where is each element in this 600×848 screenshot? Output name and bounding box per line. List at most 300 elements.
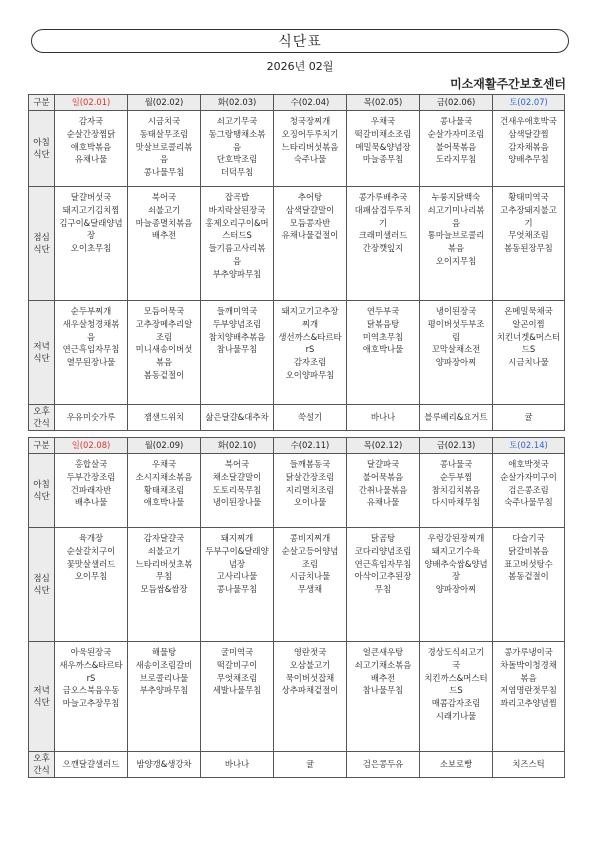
lunch-menu-cell: [55, 187, 128, 301]
day-header: 금(02.13): [420, 438, 493, 454]
header-row: [29, 95, 565, 111]
menu-line: 온메밀묵채국: [504, 306, 553, 316]
center-name: 미소재활주간보호센터: [450, 77, 566, 91]
menu-line: 알곤이찜: [512, 318, 545, 329]
menu-line: 북어국: [151, 192, 177, 202]
menu-line: 으깬달걀샐러드: [62, 759, 120, 770]
menu-line: 저녁: [33, 685, 50, 696]
menu-line: 표고버섯탕수: [504, 558, 553, 569]
menu-line: 다시마채무침: [431, 497, 481, 508]
menu-line: 대패삼겹두루치: [354, 204, 412, 215]
snack-row: [29, 752, 565, 778]
menu-line: 오후: [33, 406, 50, 417]
menu-line: 소시지채소볶음: [135, 471, 193, 482]
menu-line: 도토리묵무침: [212, 484, 262, 495]
lunch-menu-cell: [347, 528, 420, 642]
menu-line: 두부양념조림: [212, 318, 262, 329]
menu-line: 불어묵볶음: [435, 141, 477, 152]
snack-menu-cell: [201, 752, 274, 778]
menu-line: 저녁: [33, 341, 50, 352]
menu-line: 돼지찌개: [220, 533, 254, 543]
menu-line: 마늘종멸치볶음: [135, 217, 193, 228]
menu-line: 달걀버섯국: [70, 192, 112, 202]
menu-line: 순살갈치구이: [66, 545, 116, 556]
menu-line: 잼샌드위치: [143, 412, 185, 423]
menu-line: 오이나물: [293, 497, 327, 508]
menu-line: 콩나물국: [439, 116, 473, 126]
menu-line: 순살고등어양념: [281, 545, 339, 556]
day-header: 수(02.04): [274, 95, 347, 111]
menu-line: 무생채: [297, 584, 323, 595]
menu-line: 홍제오리구이&머: [205, 217, 269, 228]
menu-table-week-2: [28, 437, 565, 778]
menu-line: 감자국: [78, 116, 104, 126]
day-header: 토(02.14): [493, 438, 565, 454]
column-header-category: 구분: [29, 438, 55, 454]
day-header: 목(02.05): [347, 95, 420, 111]
menu-line: 간식: [33, 418, 50, 429]
menu-line: 부추양파무침: [139, 685, 189, 696]
menu-line: 새우까스&타르타: [59, 659, 123, 670]
menu-line: 치즈스틱: [512, 759, 545, 770]
dinner-menu-cell: [201, 301, 274, 405]
menu-line: 유채나물겉절이: [281, 230, 339, 241]
year-month: 2026년 02월: [266, 60, 334, 73]
snack-menu-cell: [420, 405, 493, 431]
menu-line: 오후: [33, 753, 50, 764]
snack-menu-cell: [347, 752, 420, 778]
menu-line: 검은콩두유: [362, 759, 404, 770]
menu-line: 식단: [33, 149, 50, 160]
menu-line: 오이양파무침: [285, 369, 335, 380]
menu-line: 연두부국: [366, 306, 400, 316]
menu-line: 식단: [33, 244, 50, 255]
menu-line: 오삼불고기: [289, 659, 331, 670]
menu-line: 우채국: [370, 116, 396, 126]
menu-line: 쇠불고기: [147, 204, 181, 215]
menu-line: 쇠불고기: [147, 545, 181, 556]
menu-line: 바나나: [370, 412, 396, 423]
menu-line: 냉이된장나물: [212, 497, 262, 508]
menu-line: 순두부찌개: [70, 306, 112, 316]
menu-line: 식단: [33, 585, 50, 596]
menu-line: 두부구이&달래양: [205, 545, 269, 556]
menu-line: 소보로빵: [439, 759, 473, 770]
snack-menu-cell: [128, 405, 201, 431]
menu-line: 더덕무침: [220, 167, 254, 178]
menu-line: 양배추숙쌈&양념: [424, 558, 488, 569]
menu-line: 경상도식쇠고기: [427, 647, 485, 657]
lunch-menu-cell: [55, 528, 128, 642]
menu-line: 쇠고기채소볶음: [354, 659, 412, 670]
breakfast-menu-cell: [128, 454, 201, 528]
snack-menu-cell: [55, 405, 128, 431]
menu-line: 애호박나물: [362, 344, 404, 355]
menu-line: rS: [86, 672, 96, 683]
menu-line: 기: [524, 217, 533, 228]
menu-line: 감자달걀국: [143, 533, 185, 543]
menu-line: 장: [86, 230, 96, 241]
menu-line: 동태살무조림: [139, 128, 189, 139]
day-header: 토(02.07): [493, 95, 565, 111]
lunch-label: [29, 528, 55, 642]
menu-line: 채소달걀말이: [212, 471, 262, 482]
lunch-menu-cell: [201, 187, 274, 301]
menu-line: 귤: [524, 412, 533, 423]
menu-line: 쇠고기미나리볶: [427, 204, 485, 215]
menu-line: 간장깻잎지: [362, 243, 404, 254]
menu-line: 두부간장조림: [66, 471, 116, 482]
menu-line: 닭볶음탕: [366, 318, 400, 329]
day-header: 일(02.01): [55, 95, 128, 111]
menu-line: 드S: [449, 685, 463, 696]
menu-line: 유채나물: [366, 497, 400, 508]
menu-line: 북어국: [224, 459, 250, 469]
title-banner: [31, 29, 569, 53]
menu-line: 메밀묵&양념장: [355, 141, 411, 152]
menu-line: 아욱된장국: [70, 647, 112, 657]
menu-line: 불어묵볶음: [362, 471, 404, 482]
menu-line: 치킨너겟&머스터: [496, 331, 561, 342]
page-title: 식단표: [278, 34, 322, 50]
snack-label: [29, 405, 55, 431]
dinner-row: [29, 301, 565, 405]
menu-line: 봄동겉절이: [508, 571, 549, 582]
menu-table-week-1: [28, 94, 565, 431]
menu-line: 묵이버섯잡채: [285, 672, 335, 683]
menu-line: 참나물무침: [362, 685, 404, 696]
snack-menu-cell: [274, 752, 347, 778]
menu-line: 순살가자미구이: [500, 471, 557, 482]
menu-line: 크래미샐러드: [358, 230, 408, 241]
menu-line: 바지락살된장국: [208, 204, 266, 215]
menu-line: 맛살브로콜리볶: [135, 141, 193, 152]
menu-line: 콩비지찌개: [289, 533, 331, 543]
menu-line: 들깨미역국: [216, 306, 258, 316]
menu-line: 고추장돼지불고: [500, 204, 557, 215]
menu-line: 블루베리&요거트: [424, 412, 488, 423]
menu-line: 부추양파무침: [212, 268, 262, 279]
menu-line: 양파장아찌: [435, 584, 477, 595]
menu-line: 연근흑임자무침: [354, 558, 412, 569]
lunch-menu-cell: [274, 528, 347, 642]
menu-line: 장: [451, 571, 461, 582]
snack-menu-cell: [420, 752, 493, 778]
menu-line: 음: [232, 141, 242, 152]
day-header: 화(02.10): [201, 438, 274, 454]
menu-line: 다슬기국: [512, 533, 545, 543]
dinner-menu-cell: [201, 642, 274, 752]
menu-line: 시금치국: [147, 116, 181, 126]
day-header: 수(02.11): [274, 438, 347, 454]
breakfast-menu-cell: [274, 111, 347, 187]
menu-line: 아침: [33, 479, 50, 490]
header-row: [29, 438, 565, 454]
menu-line: 감자조림: [293, 357, 327, 368]
menu-line: 숙주나물: [293, 154, 327, 165]
day-header: 일(02.08): [55, 438, 128, 454]
dinner-menu-cell: [128, 642, 201, 752]
menu-line: 바나나: [224, 759, 250, 770]
menu-line: 음: [232, 255, 242, 266]
menu-line: 시금치나물: [289, 571, 331, 582]
menu-line: 무침: [155, 571, 173, 582]
lunch-menu-cell: [420, 187, 493, 301]
menu-line: 우채국: [151, 459, 177, 469]
menu-line: 식단: [33, 697, 50, 708]
dinner-menu-cell: [347, 301, 420, 405]
menu-line: 참치김치볶음: [431, 484, 481, 495]
breakfast-label: [29, 111, 55, 187]
breakfast-menu-cell: [128, 111, 201, 187]
breakfast-row: [29, 111, 565, 187]
breakfast-menu-cell: [347, 111, 420, 187]
dinner-menu-cell: [274, 642, 347, 752]
menu-line: 돼지고기김치찜: [62, 204, 120, 215]
menu-line: 볶음: [447, 243, 465, 254]
lunch-menu-cell: [201, 528, 274, 642]
snack-menu-cell: [55, 752, 128, 778]
menu-line: 김구이&달래양념: [59, 217, 123, 228]
menu-line: 참나물무침: [216, 344, 258, 355]
menu-line: 국: [451, 659, 461, 670]
breakfast-menu-cell: [347, 454, 420, 528]
menu-line: 새송이조림갈비: [135, 659, 193, 670]
menu-line: 기: [378, 217, 388, 228]
menu-line: 오이무침: [74, 571, 108, 582]
snack-label: [29, 752, 55, 778]
menu-line: 아삭이고추된장: [354, 571, 412, 582]
menu-line: 삼색달걀찜: [508, 128, 549, 139]
breakfast-menu-cell: [420, 454, 493, 528]
day-header: 금(02.06): [420, 95, 493, 111]
dinner-menu-cell: [493, 301, 565, 405]
menu-line: 콩가루배추국: [358, 192, 408, 202]
menu-line: 닭갈비볶음: [508, 545, 549, 556]
dinner-menu-cell: [274, 301, 347, 405]
menu-line: 꽃맛살샐러드: [66, 558, 116, 569]
menu-line: 유채나물: [74, 154, 108, 165]
menu-line: 볶음: [520, 672, 537, 683]
menu-line: 봄동된장무침: [504, 243, 553, 254]
lunch-label: [29, 187, 55, 301]
menu-line: 스터드S: [222, 230, 252, 241]
menu-line: 세발나물무침: [212, 685, 262, 696]
breakfast-menu-cell: [420, 111, 493, 187]
menu-line: 배추전: [151, 230, 177, 241]
lunch-menu-cell: [128, 187, 201, 301]
snack-menu-cell: [201, 405, 274, 431]
menu-line: 오징어두루치기: [281, 128, 339, 139]
menu-line: 모듬콩자반: [289, 217, 331, 228]
menu-line: 저염명란젓무침: [500, 685, 557, 696]
menu-line: 브로콜리나물: [139, 672, 189, 683]
menu-line: 고추장메추리알: [135, 318, 193, 329]
menu-line: 평이버섯두부조: [427, 318, 485, 329]
menu-line: 쇠고기무국: [216, 116, 258, 126]
menu-line: 시금치나물: [508, 357, 549, 368]
menu-line: 드S: [521, 344, 536, 355]
menu-line: 콩나물국: [439, 459, 473, 469]
lunch-menu-cell: [274, 187, 347, 301]
breakfast-menu-cell: [201, 454, 274, 528]
menu-line: 무엇채조림: [216, 672, 258, 683]
menu-line: 매콤감자조림: [431, 698, 481, 709]
menu-line: 꽈리고추양념찜: [500, 698, 557, 709]
menu-line: 마늘고추장무침: [62, 698, 120, 709]
menu-line: 순살간장찜닭: [66, 128, 116, 139]
menu-line: 느타리버섯볶음: [281, 141, 339, 152]
menu-line: 우유미숫가루: [66, 412, 116, 423]
breakfast-menu-cell: [493, 454, 565, 528]
menu-line: 쑥설기: [297, 412, 323, 423]
menu-line: 오이초무침: [70, 243, 112, 254]
breakfast-row: [29, 454, 565, 528]
menu-line: 콩나물무침: [216, 584, 258, 595]
dinner-menu-cell: [420, 642, 493, 752]
menu-line: 음: [86, 331, 96, 342]
menu-line: 느타리버섯초볶: [135, 558, 193, 569]
menu-line: 통마늘브로콜리: [427, 230, 485, 241]
breakfast-menu-cell: [201, 111, 274, 187]
snack-menu-cell: [493, 752, 565, 778]
breakfast-menu-cell: [493, 111, 565, 187]
menu-line: 참치양배추볶음: [208, 331, 266, 342]
menu-line: 코다리양념조림: [354, 545, 412, 556]
menu-line: 잡곡밥: [224, 192, 250, 202]
menu-line: 순살가자미조림: [427, 128, 485, 139]
day-header: 월(02.09): [128, 438, 201, 454]
menu-line: 념장: [228, 558, 246, 569]
menu-line: 황태미역국: [508, 192, 549, 202]
menu-line: 음: [159, 154, 169, 165]
menu-line: 열무된장나물: [66, 357, 116, 368]
menu-line: 육개장: [78, 533, 104, 543]
menu-line: 간취나물볶음: [358, 484, 408, 495]
menu-line: 시래기나물: [435, 710, 477, 721]
menu-line: 식단: [33, 353, 50, 364]
dinner-menu-cell: [128, 301, 201, 405]
column-header-category: 구분: [29, 95, 55, 111]
dinner-label: [29, 642, 55, 752]
menu-line: 봄동겉절이: [143, 369, 185, 380]
menu-line: 닭곰탕: [370, 533, 396, 543]
snack-menu-cell: [128, 752, 201, 778]
menu-line: 황태채조림: [143, 484, 185, 495]
menu-line: 배추전: [370, 672, 396, 683]
menu-line: 삼색달걀말이: [285, 204, 335, 215]
menu-line: 조림: [155, 331, 173, 342]
menu-line: 림: [451, 331, 461, 342]
menu-line: 상추파채겉절이: [281, 685, 339, 696]
menu-line: 귤: [305, 759, 315, 770]
menu-line: 점심: [33, 232, 50, 243]
snack-menu-cell: [274, 405, 347, 431]
menu-line: 순두부찜: [439, 471, 473, 482]
menu-line: 꼬막살채소전: [431, 344, 481, 355]
menu-line: 찌개: [301, 318, 319, 329]
menu-line: 떡갈비채소조림: [354, 128, 412, 139]
menu-line: 우렁강된장찌개: [427, 533, 485, 543]
menu-line: 동그랑땡채소볶: [208, 128, 266, 139]
menu-line: 들기름고사리볶: [208, 243, 266, 254]
menu-line: 모듬쌈&쌈장: [140, 584, 188, 595]
dinner-row: [29, 642, 565, 752]
lunch-menu-cell: [347, 187, 420, 301]
menu-line: 떡갈비구이: [216, 659, 258, 670]
menu-line: 점심: [33, 573, 50, 584]
menu-line: 조림: [301, 558, 319, 569]
menu-line: 콩가루냉이국: [504, 647, 553, 657]
menu-line: 애호박나물: [143, 497, 185, 508]
menu-line: 아침: [33, 137, 50, 148]
menu-line: 검은콩조림: [508, 484, 549, 495]
dinner-menu-cell: [55, 301, 128, 405]
menu-line: 양파장아찌: [435, 357, 477, 368]
dinner-menu-cell: [493, 642, 565, 752]
menu-line: 애호박젓국: [508, 459, 549, 469]
menu-line: 굴미역국: [220, 647, 254, 657]
menu-line: 숙주나물무침: [504, 497, 553, 508]
menu-line: 볶음: [155, 357, 173, 368]
menu-line: 미역초무침: [362, 331, 404, 342]
snack-menu-cell: [493, 405, 565, 431]
menu-line: 식단: [33, 491, 50, 502]
menu-line: 누룽지닭백숙: [431, 192, 481, 202]
menu-line: 마늘종무침: [362, 154, 404, 165]
menu-line: 단호박조림: [216, 154, 258, 165]
day-header: 화(02.03): [201, 95, 274, 111]
menu-line: 삶은달걀&대추차: [205, 412, 269, 423]
dinner-menu-cell: [347, 642, 420, 752]
menu-line: 추어탕: [297, 192, 323, 202]
menu-line: 애호박볶음: [70, 141, 112, 152]
snack-menu-cell: [347, 405, 420, 431]
menu-line: 오이지무침: [435, 255, 477, 266]
lunch-menu-cell: [420, 528, 493, 642]
menu-line: 건새우애호박국: [500, 116, 557, 126]
menu-line: 고사리나물: [216, 571, 258, 582]
breakfast-label: [29, 454, 55, 528]
lunch-menu-cell: [128, 528, 201, 642]
menu-line: 미니새송이버섯: [135, 344, 193, 355]
menu-line: 콩나물무침: [143, 167, 185, 178]
breakfast-menu-cell: [55, 454, 128, 528]
menu-line: rS: [305, 344, 315, 355]
dinner-label: [29, 301, 55, 405]
day-header: 월(02.02): [128, 95, 201, 111]
menu-line: 무침: [374, 584, 392, 595]
menu-line: 달걀파국: [366, 459, 400, 469]
menu-line: 도라지무침: [435, 154, 477, 165]
menu-line: 연근흑임자무침: [62, 344, 120, 355]
menu-line: 감자채볶음: [508, 141, 549, 152]
lunch-row: [29, 187, 565, 301]
menu-line: 새우살청경채볶: [62, 318, 120, 329]
menu-line: 돼지고기수육: [431, 545, 481, 556]
menu-line: 청국장찌개: [289, 116, 331, 126]
menu-line: 생선까스&타르타: [278, 331, 342, 342]
day-header: 목(02.12): [347, 438, 420, 454]
lunch-menu-cell: [493, 528, 565, 642]
menu-line: 들깨봄동국: [289, 459, 331, 469]
menu-line: 밤양갱&생강차: [136, 759, 192, 770]
menu-line: 냉이된장국: [435, 306, 477, 316]
breakfast-menu-cell: [274, 454, 347, 528]
menu-line: 무엇채조림: [508, 230, 549, 241]
menu-line: 얼큰새우탕: [362, 647, 404, 657]
menu-line: 차돌박이청경채: [500, 659, 557, 670]
